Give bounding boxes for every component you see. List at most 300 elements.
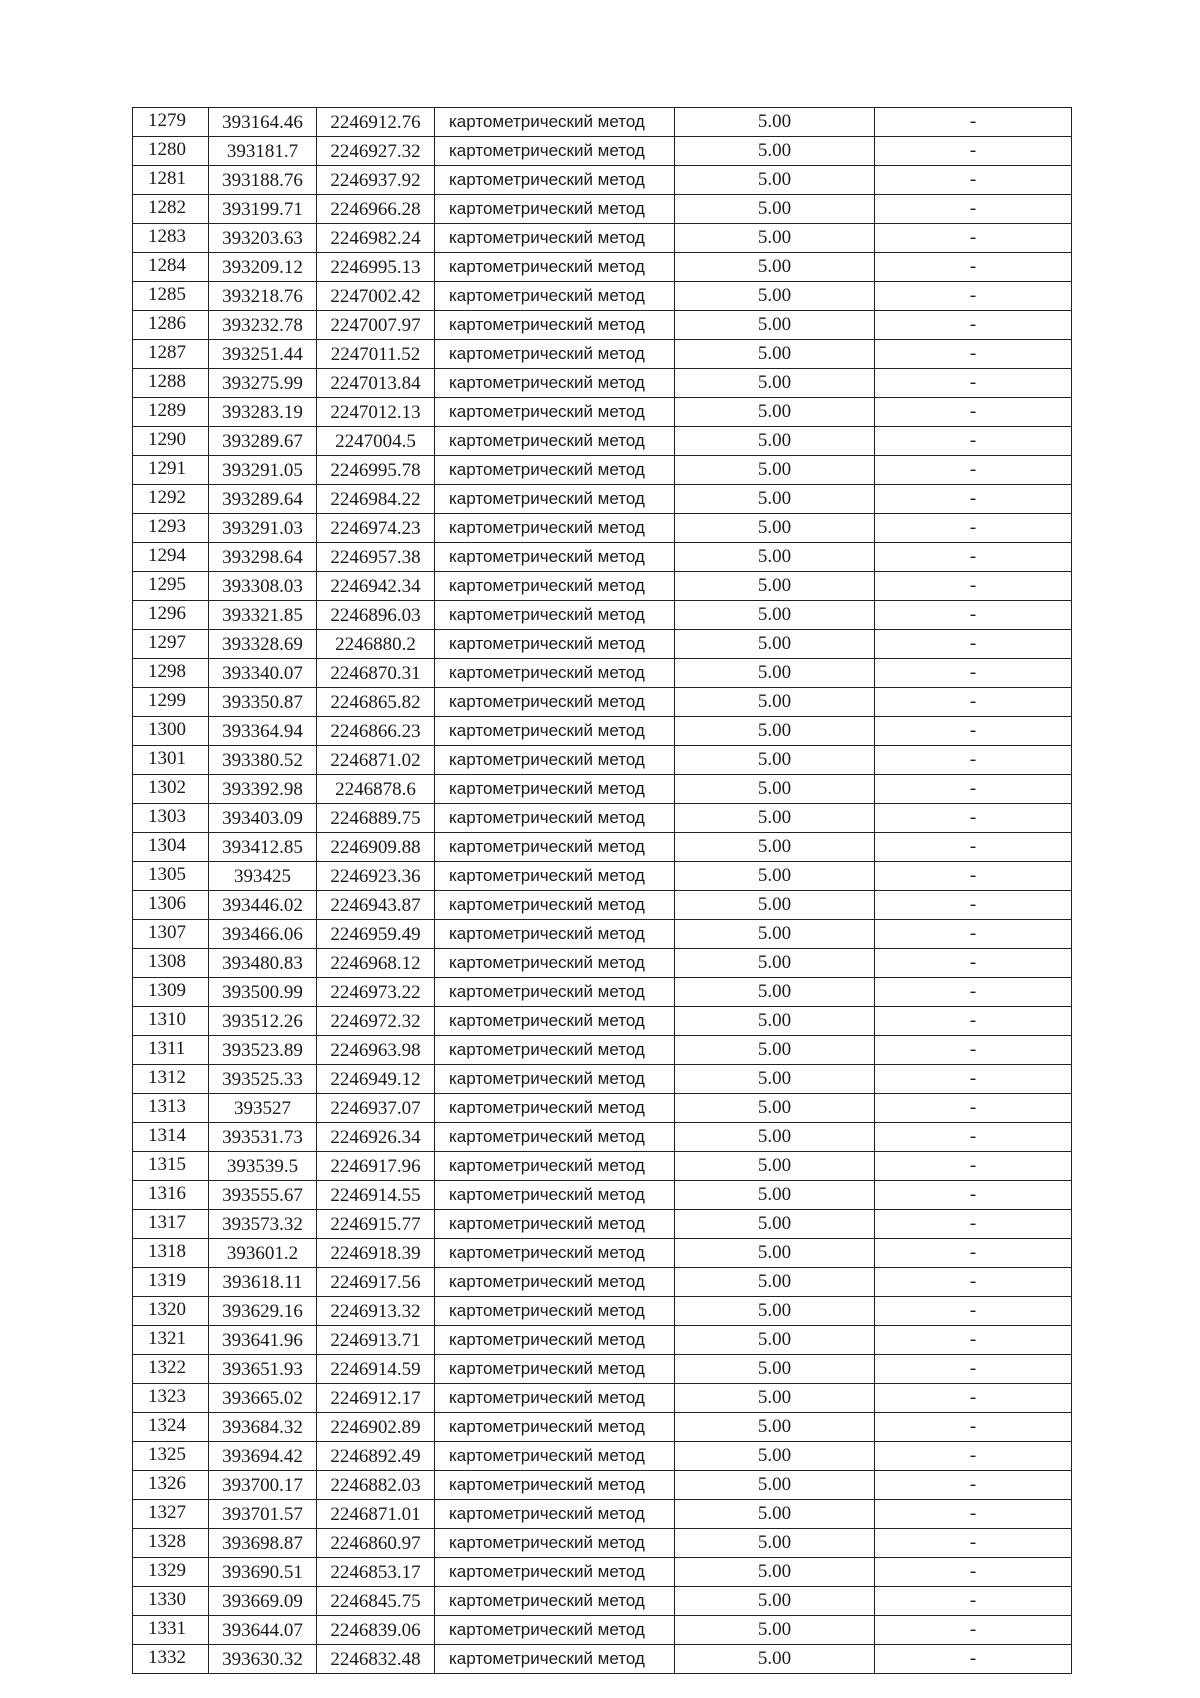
- accuracy-cell: 5.00: [675, 659, 875, 688]
- note-cell: -: [875, 1616, 1072, 1645]
- table-row: [133, 1413, 1072, 1442]
- accuracy-cell: 5.00: [675, 746, 875, 775]
- accuracy-cell: 5.00: [675, 1007, 875, 1036]
- method-cell: картометрический метод: [435, 1442, 675, 1471]
- method-cell: картометрический метод: [435, 1529, 675, 1558]
- point-number-cell: 1299: [133, 688, 209, 717]
- x-coordinate-cell: 393298.64: [209, 543, 317, 572]
- accuracy-cell: 5.00: [675, 1094, 875, 1123]
- method-cell: картометрический метод: [435, 108, 675, 137]
- accuracy-cell: 5.00: [675, 1326, 875, 1355]
- accuracy-cell: 5.00: [675, 775, 875, 804]
- point-number-cell: 1332: [133, 1645, 209, 1674]
- note-cell: -: [875, 833, 1072, 862]
- table-row: [133, 1297, 1072, 1326]
- x-coordinate-cell: 393512.26: [209, 1007, 317, 1036]
- y-coordinate-cell: 2246974.23: [317, 514, 435, 543]
- x-coordinate-cell: 393480.83: [209, 949, 317, 978]
- accuracy-cell: 5.00: [675, 572, 875, 601]
- accuracy-cell: 5.00: [675, 1442, 875, 1471]
- x-coordinate-cell: 393291.05: [209, 456, 317, 485]
- x-coordinate-cell: 393412.85: [209, 833, 317, 862]
- table-row: [133, 137, 1072, 166]
- note-cell: -: [875, 1007, 1072, 1036]
- accuracy-cell: 5.00: [675, 1384, 875, 1413]
- table-row: [133, 1123, 1072, 1152]
- point-number-cell: 1314: [133, 1123, 209, 1152]
- point-number-cell: 1305: [133, 862, 209, 891]
- point-number-cell: 1287: [133, 340, 209, 369]
- accuracy-cell: 5.00: [675, 1471, 875, 1500]
- method-cell: картометрический метод: [435, 195, 675, 224]
- accuracy-cell: 5.00: [675, 1239, 875, 1268]
- y-coordinate-cell: 2246968.12: [317, 949, 435, 978]
- point-number-cell: 1311: [133, 1036, 209, 1065]
- y-coordinate-cell: 2246914.55: [317, 1181, 435, 1210]
- y-coordinate-cell: 2246865.82: [317, 688, 435, 717]
- note-cell: -: [875, 688, 1072, 717]
- accuracy-cell: 5.00: [675, 543, 875, 572]
- accuracy-cell: 5.00: [675, 804, 875, 833]
- y-coordinate-cell: 2246913.32: [317, 1297, 435, 1326]
- accuracy-cell: 5.00: [675, 340, 875, 369]
- table-row: [133, 1210, 1072, 1239]
- point-number-cell: 1304: [133, 833, 209, 862]
- point-number-cell: 1284: [133, 253, 209, 282]
- method-cell: картометрический метод: [435, 659, 675, 688]
- table-row: [133, 1326, 1072, 1355]
- table-row: [133, 1471, 1072, 1500]
- accuracy-cell: 5.00: [675, 1065, 875, 1094]
- accuracy-cell: 5.00: [675, 1297, 875, 1326]
- table-row: [133, 717, 1072, 746]
- table-row: [133, 282, 1072, 311]
- note-cell: -: [875, 340, 1072, 369]
- x-coordinate-cell: 393573.32: [209, 1210, 317, 1239]
- y-coordinate-cell: 2246915.77: [317, 1210, 435, 1239]
- method-cell: картометрический метод: [435, 340, 675, 369]
- method-cell: картометрический метод: [435, 862, 675, 891]
- y-coordinate-cell: 2246860.97: [317, 1529, 435, 1558]
- y-coordinate-cell: 2246937.07: [317, 1094, 435, 1123]
- point-number-cell: 1301: [133, 746, 209, 775]
- y-coordinate-cell: 2246914.59: [317, 1355, 435, 1384]
- method-cell: картометрический метод: [435, 920, 675, 949]
- x-coordinate-cell: 393203.63: [209, 224, 317, 253]
- point-number-cell: 1285: [133, 282, 209, 311]
- point-number-cell: 1293: [133, 514, 209, 543]
- accuracy-cell: 5.00: [675, 166, 875, 195]
- note-cell: -: [875, 224, 1072, 253]
- point-number-cell: 1294: [133, 543, 209, 572]
- accuracy-cell: 5.00: [675, 369, 875, 398]
- note-cell: -: [875, 1210, 1072, 1239]
- y-coordinate-cell: 2246959.49: [317, 920, 435, 949]
- y-coordinate-cell: 2246926.34: [317, 1123, 435, 1152]
- method-cell: картометрический метод: [435, 1007, 675, 1036]
- method-cell: картометрический метод: [435, 485, 675, 514]
- table-row: [133, 1065, 1072, 1094]
- accuracy-cell: 5.00: [675, 1036, 875, 1065]
- note-cell: -: [875, 1297, 1072, 1326]
- point-number-cell: 1327: [133, 1500, 209, 1529]
- method-cell: картометрический метод: [435, 224, 675, 253]
- point-number-cell: 1322: [133, 1355, 209, 1384]
- accuracy-cell: 5.00: [675, 195, 875, 224]
- accuracy-cell: 5.00: [675, 485, 875, 514]
- table-row: [133, 630, 1072, 659]
- table-row: [133, 978, 1072, 1007]
- method-cell: картометрический метод: [435, 427, 675, 456]
- table-row: [133, 311, 1072, 340]
- point-number-cell: 1321: [133, 1326, 209, 1355]
- point-number-cell: 1302: [133, 775, 209, 804]
- accuracy-cell: 5.00: [675, 688, 875, 717]
- accuracy-cell: 5.00: [675, 456, 875, 485]
- note-cell: -: [875, 137, 1072, 166]
- y-coordinate-cell: 2246972.32: [317, 1007, 435, 1036]
- note-cell: -: [875, 775, 1072, 804]
- x-coordinate-cell: 393232.78: [209, 311, 317, 340]
- x-coordinate-cell: 393403.09: [209, 804, 317, 833]
- x-coordinate-cell: 393701.57: [209, 1500, 317, 1529]
- accuracy-cell: 5.00: [675, 398, 875, 427]
- note-cell: -: [875, 1036, 1072, 1065]
- point-number-cell: 1298: [133, 659, 209, 688]
- table-row: [133, 195, 1072, 224]
- method-cell: картометрический метод: [435, 1152, 675, 1181]
- method-cell: картометрический метод: [435, 166, 675, 195]
- y-coordinate-cell: 2246966.28: [317, 195, 435, 224]
- method-cell: картометрический метод: [435, 1616, 675, 1645]
- note-cell: -: [875, 369, 1072, 398]
- method-cell: картометрический метод: [435, 630, 675, 659]
- method-cell: картометрический метод: [435, 1558, 675, 1587]
- accuracy-cell: 5.00: [675, 1616, 875, 1645]
- note-cell: -: [875, 1326, 1072, 1355]
- table-row: [133, 1529, 1072, 1558]
- point-number-cell: 1323: [133, 1384, 209, 1413]
- note-cell: -: [875, 1094, 1072, 1123]
- y-coordinate-cell: 2246880.2: [317, 630, 435, 659]
- x-coordinate-cell: 393291.03: [209, 514, 317, 543]
- x-coordinate-cell: 393251.44: [209, 340, 317, 369]
- point-number-cell: 1331: [133, 1616, 209, 1645]
- table-row: [133, 1645, 1072, 1674]
- point-number-cell: 1320: [133, 1297, 209, 1326]
- y-coordinate-cell: 2246984.22: [317, 485, 435, 514]
- note-cell: -: [875, 746, 1072, 775]
- method-cell: картометрический метод: [435, 1587, 675, 1616]
- accuracy-cell: 5.00: [675, 253, 875, 282]
- note-cell: -: [875, 891, 1072, 920]
- note-cell: -: [875, 253, 1072, 282]
- x-coordinate-cell: 393651.93: [209, 1355, 317, 1384]
- note-cell: -: [875, 1181, 1072, 1210]
- note-cell: -: [875, 108, 1072, 137]
- table-row: [133, 688, 1072, 717]
- note-cell: -: [875, 1587, 1072, 1616]
- table-row: [133, 427, 1072, 456]
- y-coordinate-cell: 2246866.23: [317, 717, 435, 746]
- point-number-cell: 1279: [133, 108, 209, 137]
- table-row: [133, 804, 1072, 833]
- x-coordinate-cell: 393209.12: [209, 253, 317, 282]
- method-cell: картометрический метод: [435, 1500, 675, 1529]
- x-coordinate-cell: 393181.7: [209, 137, 317, 166]
- x-coordinate-cell: 393340.07: [209, 659, 317, 688]
- table-row: [133, 891, 1072, 920]
- table-row: [133, 572, 1072, 601]
- accuracy-cell: 5.00: [675, 1529, 875, 1558]
- point-number-cell: 1289: [133, 398, 209, 427]
- table-row: [133, 485, 1072, 514]
- x-coordinate-cell: 393555.67: [209, 1181, 317, 1210]
- method-cell: картометрический метод: [435, 1123, 675, 1152]
- note-cell: -: [875, 1471, 1072, 1500]
- table-row: [133, 775, 1072, 804]
- x-coordinate-cell: 393523.89: [209, 1036, 317, 1065]
- table-row: [133, 949, 1072, 978]
- table-row: [133, 369, 1072, 398]
- table-row: [133, 1500, 1072, 1529]
- note-cell: -: [875, 949, 1072, 978]
- note-cell: -: [875, 1384, 1072, 1413]
- x-coordinate-cell: 393539.5: [209, 1152, 317, 1181]
- y-coordinate-cell: 2246878.6: [317, 775, 435, 804]
- method-cell: картометрический метод: [435, 1645, 675, 1674]
- note-cell: -: [875, 978, 1072, 1007]
- y-coordinate-cell: 2246943.87: [317, 891, 435, 920]
- x-coordinate-cell: 393364.94: [209, 717, 317, 746]
- x-coordinate-cell: 393392.98: [209, 775, 317, 804]
- table-row: [133, 920, 1072, 949]
- point-number-cell: 1295: [133, 572, 209, 601]
- table-row: [133, 224, 1072, 253]
- y-coordinate-cell: 2246902.89: [317, 1413, 435, 1442]
- method-cell: картометрический метод: [435, 891, 675, 920]
- point-number-cell: 1283: [133, 224, 209, 253]
- note-cell: -: [875, 601, 1072, 630]
- method-cell: картометрический метод: [435, 1355, 675, 1384]
- method-cell: картометрический метод: [435, 1094, 675, 1123]
- method-cell: картометрический метод: [435, 978, 675, 1007]
- point-number-cell: 1288: [133, 369, 209, 398]
- note-cell: -: [875, 282, 1072, 311]
- y-coordinate-cell: 2247011.52: [317, 340, 435, 369]
- x-coordinate-cell: 393669.09: [209, 1587, 317, 1616]
- method-cell: картометрический метод: [435, 1384, 675, 1413]
- method-cell: картометрический метод: [435, 1036, 675, 1065]
- method-cell: картометрический метод: [435, 1065, 675, 1094]
- point-number-cell: 1319: [133, 1268, 209, 1297]
- accuracy-cell: 5.00: [675, 1181, 875, 1210]
- accuracy-cell: 5.00: [675, 282, 875, 311]
- accuracy-cell: 5.00: [675, 427, 875, 456]
- y-coordinate-cell: 2246923.36: [317, 862, 435, 891]
- x-coordinate-cell: 393629.16: [209, 1297, 317, 1326]
- point-number-cell: 1325: [133, 1442, 209, 1471]
- method-cell: картометрический метод: [435, 456, 675, 485]
- x-coordinate-cell: 393644.07: [209, 1616, 317, 1645]
- point-number-cell: 1316: [133, 1181, 209, 1210]
- y-coordinate-cell: 2246973.22: [317, 978, 435, 1007]
- x-coordinate-cell: 393630.32: [209, 1645, 317, 1674]
- method-cell: картометрический метод: [435, 601, 675, 630]
- x-coordinate-cell: 393466.06: [209, 920, 317, 949]
- note-cell: -: [875, 804, 1072, 833]
- accuracy-cell: 5.00: [675, 1500, 875, 1529]
- note-cell: -: [875, 862, 1072, 891]
- note-cell: -: [875, 1645, 1072, 1674]
- table-row: [133, 108, 1072, 137]
- accuracy-cell: 5.00: [675, 108, 875, 137]
- y-coordinate-cell: 2246949.12: [317, 1065, 435, 1094]
- point-number-cell: 1281: [133, 166, 209, 195]
- table-row: [133, 1036, 1072, 1065]
- table-row: [133, 166, 1072, 195]
- y-coordinate-cell: 2246917.96: [317, 1152, 435, 1181]
- y-coordinate-cell: 2246912.76: [317, 108, 435, 137]
- x-coordinate-cell: 393289.67: [209, 427, 317, 456]
- x-coordinate-cell: 393164.46: [209, 108, 317, 137]
- x-coordinate-cell: 393665.02: [209, 1384, 317, 1413]
- note-cell: -: [875, 920, 1072, 949]
- point-number-cell: 1328: [133, 1529, 209, 1558]
- note-cell: -: [875, 1413, 1072, 1442]
- point-number-cell: 1282: [133, 195, 209, 224]
- x-coordinate-cell: 393446.02: [209, 891, 317, 920]
- x-coordinate-cell: 393525.33: [209, 1065, 317, 1094]
- note-cell: -: [875, 1442, 1072, 1471]
- table-row: [133, 1442, 1072, 1471]
- method-cell: картометрический метод: [435, 949, 675, 978]
- x-coordinate-cell: 393618.11: [209, 1268, 317, 1297]
- point-number-cell: 1315: [133, 1152, 209, 1181]
- y-coordinate-cell: 2246927.32: [317, 137, 435, 166]
- note-cell: -: [875, 1500, 1072, 1529]
- table-row: [133, 659, 1072, 688]
- method-cell: картометрический метод: [435, 804, 675, 833]
- note-cell: -: [875, 311, 1072, 340]
- accuracy-cell: 5.00: [675, 1210, 875, 1239]
- coordinates-table-body: [133, 108, 1072, 1674]
- accuracy-cell: 5.00: [675, 1152, 875, 1181]
- method-cell: картометрический метод: [435, 282, 675, 311]
- note-cell: -: [875, 485, 1072, 514]
- x-coordinate-cell: 393283.19: [209, 398, 317, 427]
- point-number-cell: 1303: [133, 804, 209, 833]
- x-coordinate-cell: 393289.64: [209, 485, 317, 514]
- x-coordinate-cell: 393690.51: [209, 1558, 317, 1587]
- note-cell: -: [875, 572, 1072, 601]
- accuracy-cell: 5.00: [675, 920, 875, 949]
- y-coordinate-cell: 2247007.97: [317, 311, 435, 340]
- x-coordinate-cell: 393601.2: [209, 1239, 317, 1268]
- method-cell: картометрический метод: [435, 543, 675, 572]
- note-cell: -: [875, 456, 1072, 485]
- x-coordinate-cell: 393308.03: [209, 572, 317, 601]
- x-coordinate-cell: 393328.69: [209, 630, 317, 659]
- table-row: [133, 1355, 1072, 1384]
- table-row: [133, 543, 1072, 572]
- x-coordinate-cell: 393188.76: [209, 166, 317, 195]
- y-coordinate-cell: 2246870.31: [317, 659, 435, 688]
- x-coordinate-cell: 393500.99: [209, 978, 317, 1007]
- x-coordinate-cell: 393321.85: [209, 601, 317, 630]
- accuracy-cell: 5.00: [675, 601, 875, 630]
- note-cell: -: [875, 427, 1072, 456]
- note-cell: -: [875, 543, 1072, 572]
- method-cell: картометрический метод: [435, 572, 675, 601]
- note-cell: -: [875, 1355, 1072, 1384]
- point-number-cell: 1317: [133, 1210, 209, 1239]
- method-cell: картометрический метод: [435, 1471, 675, 1500]
- table-row: [133, 601, 1072, 630]
- y-coordinate-cell: 2246845.75: [317, 1587, 435, 1616]
- y-coordinate-cell: 2246909.88: [317, 833, 435, 862]
- y-coordinate-cell: 2246942.34: [317, 572, 435, 601]
- table-row: [133, 1587, 1072, 1616]
- table-row: [133, 833, 1072, 862]
- table-row: [133, 1181, 1072, 1210]
- y-coordinate-cell: 2247004.5: [317, 427, 435, 456]
- accuracy-cell: 5.00: [675, 1123, 875, 1152]
- x-coordinate-cell: 393350.87: [209, 688, 317, 717]
- note-cell: -: [875, 1558, 1072, 1587]
- y-coordinate-cell: 2247013.84: [317, 369, 435, 398]
- accuracy-cell: 5.00: [675, 1587, 875, 1616]
- y-coordinate-cell: 2246896.03: [317, 601, 435, 630]
- method-cell: картометрический метод: [435, 1239, 675, 1268]
- method-cell: картометрический метод: [435, 1181, 675, 1210]
- note-cell: -: [875, 1065, 1072, 1094]
- table-row: [133, 514, 1072, 543]
- method-cell: картометрический метод: [435, 746, 675, 775]
- method-cell: картометрический метод: [435, 1297, 675, 1326]
- x-coordinate-cell: 393218.76: [209, 282, 317, 311]
- table-row: [133, 746, 1072, 775]
- accuracy-cell: 5.00: [675, 224, 875, 253]
- accuracy-cell: 5.00: [675, 1413, 875, 1442]
- note-cell: -: [875, 514, 1072, 543]
- y-coordinate-cell: 2246882.03: [317, 1471, 435, 1500]
- point-number-cell: 1312: [133, 1065, 209, 1094]
- accuracy-cell: 5.00: [675, 717, 875, 746]
- method-cell: картометрический метод: [435, 398, 675, 427]
- y-coordinate-cell: 2247012.13: [317, 398, 435, 427]
- accuracy-cell: 5.00: [675, 137, 875, 166]
- table-row: [133, 398, 1072, 427]
- accuracy-cell: 5.00: [675, 630, 875, 659]
- method-cell: картометрический метод: [435, 1210, 675, 1239]
- note-cell: -: [875, 659, 1072, 688]
- note-cell: -: [875, 1268, 1072, 1297]
- method-cell: картометрический метод: [435, 1326, 675, 1355]
- y-coordinate-cell: 2246853.17: [317, 1558, 435, 1587]
- note-cell: -: [875, 1152, 1072, 1181]
- y-coordinate-cell: 2246892.49: [317, 1442, 435, 1471]
- table-row: [133, 456, 1072, 485]
- point-number-cell: 1326: [133, 1471, 209, 1500]
- accuracy-cell: 5.00: [675, 1355, 875, 1384]
- accuracy-cell: 5.00: [675, 311, 875, 340]
- x-coordinate-cell: 393527: [209, 1094, 317, 1123]
- y-coordinate-cell: 2246871.02: [317, 746, 435, 775]
- method-cell: картометрический метод: [435, 369, 675, 398]
- y-coordinate-cell: 2246912.17: [317, 1384, 435, 1413]
- point-number-cell: 1310: [133, 1007, 209, 1036]
